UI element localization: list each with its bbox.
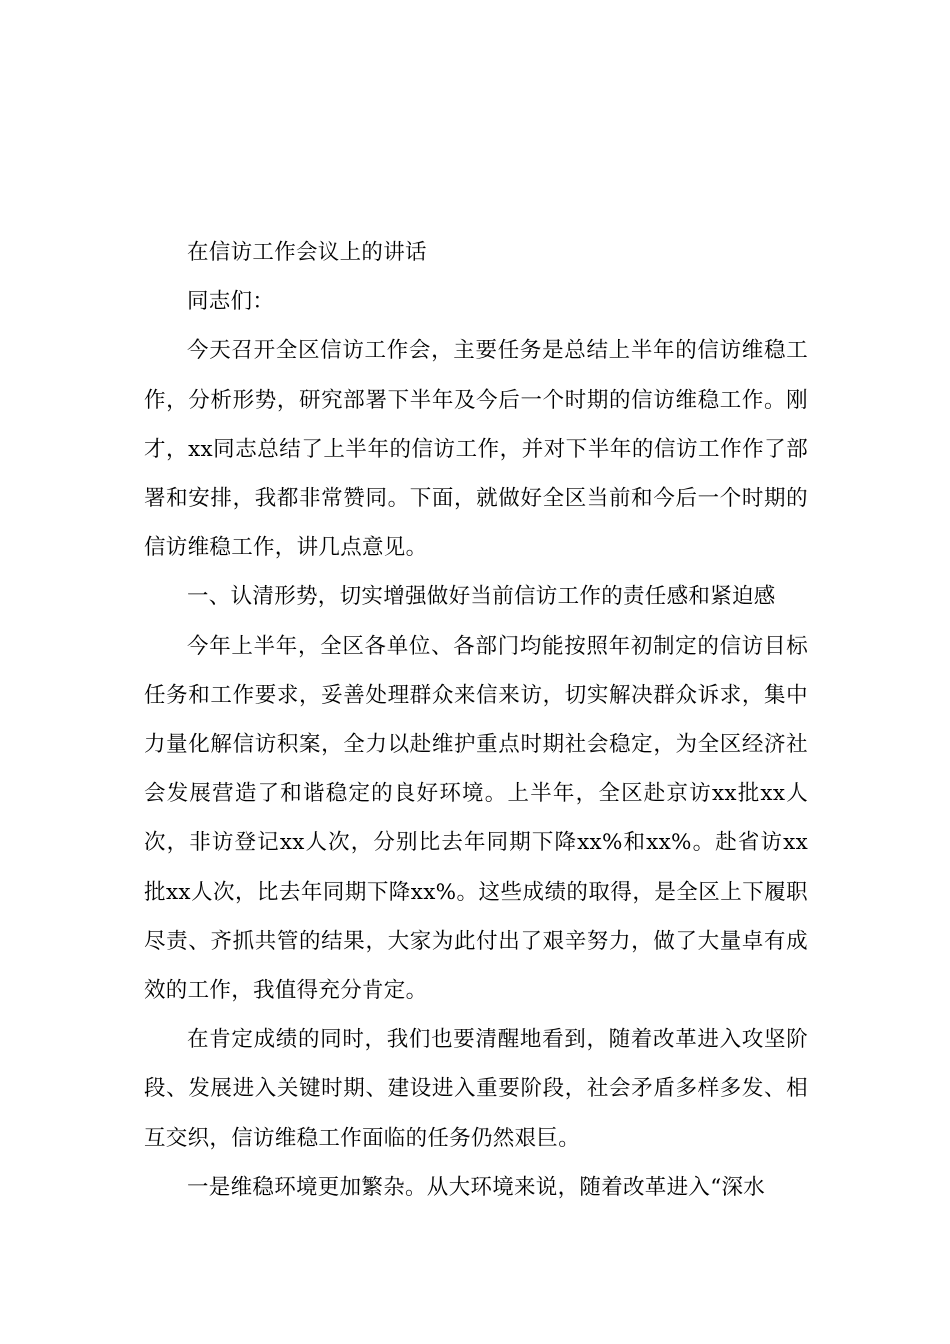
paragraph-achievements: 今年上半年，全区各单位、各部门均能按照年初制定的信访目标任务和工作要求，妥善处理群众来信来访，切实解决群众诉求，集中力量化解信访积案，全力以赴维护重点时期社会稳定，为全区经济社会发展营造了和谐稳定的良好环境。上半年，全区赴京访xx批xx人次，非访登记xx人次，分别比去年同期下降xx%和xx%。赴省访xx批xx人次，比去年同期下降xx%。这些成绩的取得，是全区上下履职尽责、齐抓共管的结果，大家为此付出了艰辛努力，做了大量卓有成效的工作，我值得充分肯定。 (144, 633, 808, 1004)
paragraph-opening: 今天召开全区信访工作会，主要任务是总结上半年的信访维稳工作，分析形势，研究部署下半年及今后一个时期的信访维稳工作。刚才，xx同志总结了上半年的信访工作，并对下半年的信访工作作了部署和安排，我都非常赞同。下面，就做好全区当前和今后一个时期的信访维稳工作，讲几点意见。 (144, 338, 808, 561)
document-title: 在信访工作会议上的讲话 (187, 240, 427, 265)
paragraph-point-1: 一是维稳环境更加繁杂。从大环境来说，随着改革进入“深水 (187, 1174, 766, 1200)
document-body (144, 228, 808, 1212)
paragraph-challenges: 在肯定成绩的同时，我们也要清醒地看到，随着改革进入攻坚阶段、发展进入关键时期、建设进入重要阶段，社会矛盾多样多发、相互交织，信访维稳工作面临的任务仍然艰巨。 (144, 1027, 808, 1151)
section-heading-1: 一、认清形势，切实增强做好当前信访工作的责任感和紧迫感 (187, 584, 776, 610)
salutation: 同志们： (187, 289, 275, 315)
